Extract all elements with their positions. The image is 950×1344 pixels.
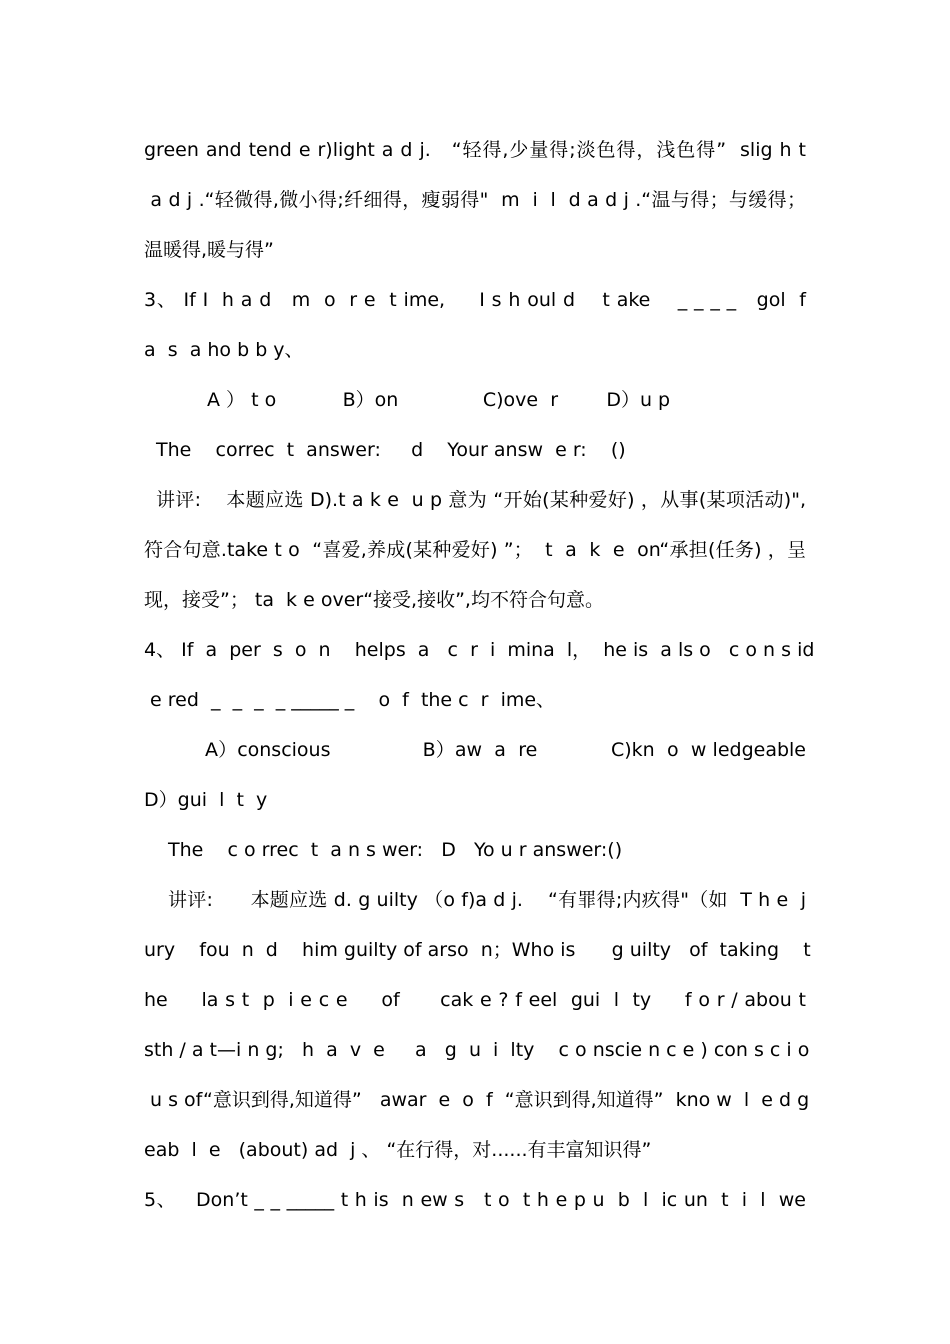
- question-5: 5、 Don’t _ _ _____ t h is n ew s t o t h e p u b l ic un t i l we: [144, 1189, 806, 1211]
- question-4-explanation-4: sth / a t—i n g; h a v e a g u i lty c o nscie n c e ) con s c i o: [144, 1039, 810, 1061]
- question-4-explanation: 讲评: 本题应选 d. g uilty （o f)a d j. “有罪得;内疚得"（如 T h e j: [168, 889, 806, 911]
- question-4-option-d: D）gui l t y: [144, 789, 268, 811]
- question-4-options: A）conscious B）aw a re C)kn o w ledgeable: [205, 739, 806, 761]
- question-3-explanation-cont: 符合句意.take t o “喜爱,养成(某种爱好) ”； t a k e on“承担(任务) ，呈: [144, 539, 806, 561]
- question-4-explanation-2: ury fou n d him guilty of arso n；Who is g uilty of taking t: [144, 939, 811, 961]
- text-line-3: 温暖得,暖与得”: [144, 239, 274, 261]
- question-4-explanation-5: u s of“意识到得,知道得” awar e o f “意识到得,知道得” kno w l e d g: [144, 1089, 810, 1111]
- question-3-cont: a s a ho b b y、: [144, 339, 304, 361]
- text-line-2: a d j .“轻微得,微小得;纤细得，瘦弱得" m i l d a d j .“温与得；与缓得；: [144, 189, 806, 211]
- question-4-cont: e red _ _ _ _ _____ _ o f the c r ime、: [144, 689, 556, 711]
- question-4-answer: The c o rrec t a n s wer: D Yo u r answer:(): [168, 839, 623, 861]
- text-line-1: green and tend e r)light a d j. “轻得,少量得;淡色得，浅色得” slig h t: [144, 139, 806, 161]
- question-4-explanation-6: eab l e (about) ad j 、 “在行得，对......有丰富知识得”: [144, 1139, 652, 1161]
- question-3-explanation: 讲评: 本题应选 D).t a k e u p 意为 “开始(某种爱好) ，从事(某项活动)",: [156, 489, 806, 511]
- question-3-answer: The correc t answer: d Your answ e r: (): [156, 439, 626, 461]
- question-3: 3、 If I h a d m o r e t ime, I s h oul d t ake _ _ _ _ gol f: [144, 289, 806, 311]
- question-4: 4、 If a per s o n helps a c r i mina l， he is a ls o c o n s id: [144, 639, 815, 661]
- question-3-options: A ） t o B）on C)ove r D）u p: [207, 389, 671, 411]
- question-4-explanation-3: he la s t p i e c e of cak e ? f eel gui l ty f o r / abou t: [144, 989, 806, 1011]
- question-3-explanation-end: 现，接受”； ta k e over“接受,接收”,均不符合句意。: [144, 589, 604, 611]
